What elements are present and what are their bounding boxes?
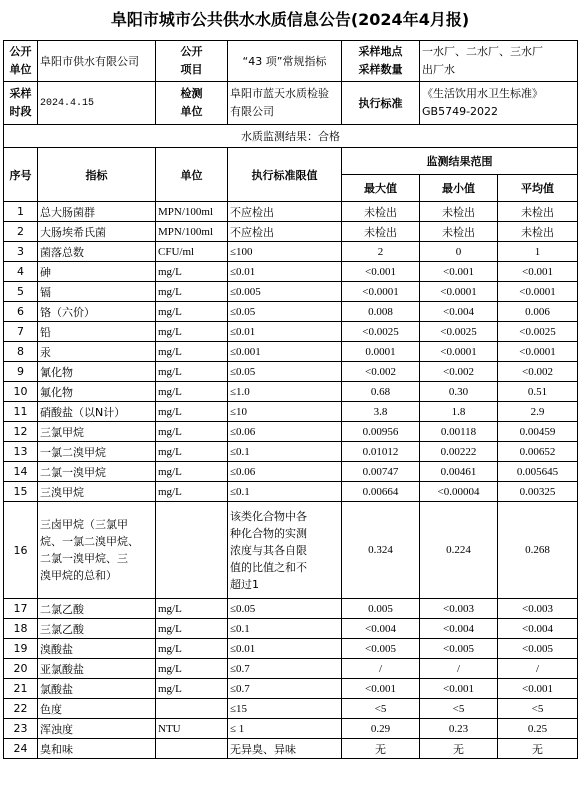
header-no: 序号 — [4, 148, 38, 202]
row-avg: 0.006 — [498, 302, 578, 322]
row-min: <5 — [420, 699, 498, 719]
row-max: / — [342, 659, 420, 679]
row-min: <0.0001 — [420, 282, 498, 302]
row-min: <0.001 — [420, 262, 498, 282]
table-row — [4, 302, 578, 322]
page-title: 阜阳市城市公共供水水质信息公告(2024年4月报) — [110, 10, 470, 29]
row-indicator: 臭和味 — [38, 739, 156, 759]
row-no: 9 — [4, 362, 38, 382]
header-indicator: 指标 — [38, 148, 156, 202]
table-row — [4, 442, 578, 462]
row-max: <5 — [342, 699, 420, 719]
row-min: <0.002 — [420, 362, 498, 382]
row-avg: 0.00325 — [498, 482, 578, 502]
row-min: 0.00118 — [420, 422, 498, 442]
row-no: 2 — [4, 222, 38, 242]
row-avg: 未检出 — [498, 222, 578, 242]
result-summary-row — [4, 125, 578, 148]
row-unit — [156, 699, 228, 719]
row-min: 未检出 — [420, 222, 498, 242]
row-indicator: 溴酸盐 — [38, 639, 156, 659]
row-avg: <0.0001 — [498, 342, 578, 362]
row-limit: ≤15 — [228, 699, 342, 719]
row-min: 0.224 — [420, 502, 498, 599]
row-indicator: 三氯乙酸 — [38, 619, 156, 639]
row-limit: ≤0.001 — [228, 342, 342, 362]
row-max: 0.00664 — [342, 482, 420, 502]
result-summary: 水质监测结果：合格 — [4, 125, 578, 148]
row-limit: ≤0.05 — [228, 302, 342, 322]
column-header-row-1 — [4, 148, 578, 175]
row-limit: 该类化合物中各 种化合物的实测 浓度与其各自限 值的比值之和不 超过1 — [228, 502, 342, 599]
table-row — [4, 222, 578, 242]
row-no: 7 — [4, 322, 38, 342]
row-unit: mg/L — [156, 262, 228, 282]
row-no: 16 — [4, 502, 38, 599]
info-row-2 — [4, 82, 578, 125]
sample-site-value: 一水厂、二水厂、三水厂 出厂水 — [420, 41, 578, 82]
row-unit: mg/L — [156, 482, 228, 502]
row-max: <0.005 — [342, 639, 420, 659]
row-unit: mg/L — [156, 282, 228, 302]
table-row — [4, 322, 578, 342]
row-no: 5 — [4, 282, 38, 302]
row-unit: mg/L — [156, 679, 228, 699]
row-no: 10 — [4, 382, 38, 402]
table-row — [4, 699, 578, 719]
row-indicator: 砷 — [38, 262, 156, 282]
row-avg: 0.00652 — [498, 442, 578, 462]
row-limit: 不应检出 — [228, 202, 342, 222]
row-max: <0.002 — [342, 362, 420, 382]
row-avg: <0.001 — [498, 262, 578, 282]
table-row — [4, 639, 578, 659]
row-no: 20 — [4, 659, 38, 679]
pub-item-label: 公开 项目 — [156, 41, 228, 82]
row-min: <0.005 — [420, 639, 498, 659]
header-min: 最小值 — [420, 175, 498, 202]
row-indicator: 亚氯酸盐 — [38, 659, 156, 679]
pub-unit-label: 公开 单位 — [4, 41, 38, 82]
row-avg: / — [498, 659, 578, 679]
row-max: 0.68 — [342, 382, 420, 402]
pub-item-value: “43 项”常规指标 — [228, 41, 342, 82]
table-row — [4, 482, 578, 502]
row-limit: ≤0.05 — [228, 362, 342, 382]
row-min: 0.00461 — [420, 462, 498, 482]
row-limit: ≤0.1 — [228, 482, 342, 502]
table-row — [4, 502, 578, 599]
row-min: / — [420, 659, 498, 679]
row-unit: mg/L — [156, 302, 228, 322]
row-max: 0.005 — [342, 599, 420, 619]
row-limit: 无异臭、异味 — [228, 739, 342, 759]
row-limit: ≤ 1 — [228, 719, 342, 739]
row-max: 2 — [342, 242, 420, 262]
row-min: <0.00004 — [420, 482, 498, 502]
row-max: 0.324 — [342, 502, 420, 599]
row-max: <0.004 — [342, 619, 420, 639]
test-unit-value: 阜阳市蓝天水质检验 有限公司 — [228, 82, 342, 125]
row-max: <0.001 — [342, 679, 420, 699]
table-row — [4, 422, 578, 442]
row-max: 0.0001 — [342, 342, 420, 362]
row-max: 0.29 — [342, 719, 420, 739]
row-min: 0.00222 — [420, 442, 498, 462]
table-row — [4, 282, 578, 302]
row-max: <0.001 — [342, 262, 420, 282]
row-unit: mg/L — [156, 382, 228, 402]
row-avg: <0.004 — [498, 619, 578, 639]
row-indicator: 浑浊度 — [38, 719, 156, 739]
test-unit-label: 检测 单位 — [156, 82, 228, 125]
row-avg: <0.0025 — [498, 322, 578, 342]
standard-value: 《生活饮用水卫生标准》 GB5749-2022 — [420, 82, 578, 125]
table-row — [4, 382, 578, 402]
row-min: 1.8 — [420, 402, 498, 422]
table-row — [4, 362, 578, 382]
row-limit: ≤0.01 — [228, 322, 342, 342]
row-no: 1 — [4, 202, 38, 222]
row-min: 0.23 — [420, 719, 498, 739]
row-limit: ≤0.01 — [228, 639, 342, 659]
row-no: 8 — [4, 342, 38, 362]
row-indicator: 色度 — [38, 699, 156, 719]
table-row — [4, 719, 578, 739]
row-indicator: 铬（六价） — [38, 302, 156, 322]
row-no: 13 — [4, 442, 38, 462]
row-unit: mg/L — [156, 619, 228, 639]
row-no: 17 — [4, 599, 38, 619]
row-no: 23 — [4, 719, 38, 739]
row-indicator: 二氯乙酸 — [38, 599, 156, 619]
row-avg: <5 — [498, 699, 578, 719]
row-unit: NTU — [156, 719, 228, 739]
row-unit: mg/L — [156, 442, 228, 462]
row-limit: ≤0.06 — [228, 462, 342, 482]
header-max: 最大值 — [342, 175, 420, 202]
row-avg: 0.51 — [498, 382, 578, 402]
row-min: <0.004 — [420, 619, 498, 639]
row-unit: mg/L — [156, 402, 228, 422]
row-min: 0.30 — [420, 382, 498, 402]
header-limit: 执行标准限值 — [228, 148, 342, 202]
row-min: <0.003 — [420, 599, 498, 619]
row-max: <0.0025 — [342, 322, 420, 342]
row-limit: ≤1.0 — [228, 382, 342, 402]
row-min: <0.001 — [420, 679, 498, 699]
row-limit: ≤100 — [228, 242, 342, 262]
row-limit: ≤0.1 — [228, 619, 342, 639]
row-max: 0.008 — [342, 302, 420, 322]
row-no: 3 — [4, 242, 38, 262]
table-row — [4, 659, 578, 679]
row-indicator: 总大肠菌群 — [38, 202, 156, 222]
pub-unit-value: 阜阳市供水有限公司 — [38, 41, 156, 82]
header-avg: 平均值 — [498, 175, 578, 202]
sample-time-label: 采样 时段 — [4, 82, 38, 125]
row-indicator: 二氯一溴甲烷 — [38, 462, 156, 482]
row-avg: <0.001 — [498, 679, 578, 699]
row-max: 未检出 — [342, 222, 420, 242]
row-limit: ≤0.1 — [228, 442, 342, 462]
row-avg: 未检出 — [498, 202, 578, 222]
row-indicator: 三溴甲烷 — [38, 482, 156, 502]
row-indicator: 铅 — [38, 322, 156, 342]
row-limit: ≤0.05 — [228, 599, 342, 619]
row-unit: mg/L — [156, 342, 228, 362]
row-unit: mg/L — [156, 659, 228, 679]
row-no: 6 — [4, 302, 38, 322]
row-indicator: 硝酸盐（以N计） — [38, 402, 156, 422]
table-row — [4, 462, 578, 482]
row-indicator: 氟化物 — [38, 382, 156, 402]
sample-site-label: 采样地点 采样数量 — [342, 41, 420, 82]
row-min: 无 — [420, 739, 498, 759]
row-no: 14 — [4, 462, 38, 482]
row-max: 0.00956 — [342, 422, 420, 442]
row-min: <0.004 — [420, 302, 498, 322]
row-unit: mg/L — [156, 639, 228, 659]
row-no: 19 — [4, 639, 38, 659]
standard-label: 执行标准 — [342, 82, 420, 125]
table-row — [4, 402, 578, 422]
row-no: 12 — [4, 422, 38, 442]
row-avg: 0.268 — [498, 502, 578, 599]
row-avg: <0.003 — [498, 599, 578, 619]
row-no: 21 — [4, 679, 38, 699]
row-no: 24 — [4, 739, 38, 759]
row-indicator: 汞 — [38, 342, 156, 362]
row-indicator: 氰化物 — [38, 362, 156, 382]
table-row — [4, 202, 578, 222]
row-indicator: 氯酸盐 — [38, 679, 156, 699]
row-limit: ≤10 — [228, 402, 342, 422]
info-row-1 — [4, 41, 578, 82]
table-row — [4, 739, 578, 759]
row-min: 未检出 — [420, 202, 498, 222]
row-avg: 0.25 — [498, 719, 578, 739]
row-max: 0.00747 — [342, 462, 420, 482]
row-unit — [156, 502, 228, 599]
sample-time-value: 2024.4.15 — [38, 82, 156, 125]
header-unit: 单位 — [156, 148, 228, 202]
row-limit: ≤0.7 — [228, 659, 342, 679]
row-avg: <0.005 — [498, 639, 578, 659]
row-avg: <0.0001 — [498, 282, 578, 302]
table-row — [4, 242, 578, 262]
row-avg: 0.00459 — [498, 422, 578, 442]
row-unit: MPN/100ml — [156, 202, 228, 222]
row-no: 18 — [4, 619, 38, 639]
row-avg: 2.9 — [498, 402, 578, 422]
header-range: 监测结果范围 — [342, 148, 578, 175]
table-row — [4, 262, 578, 282]
row-unit: mg/L — [156, 462, 228, 482]
row-max: 未检出 — [342, 202, 420, 222]
row-no: 4 — [4, 262, 38, 282]
row-max: 3.8 — [342, 402, 420, 422]
row-unit: mg/L — [156, 422, 228, 442]
row-limit: ≤0.005 — [228, 282, 342, 302]
row-unit: mg/L — [156, 362, 228, 382]
row-indicator: 大肠埃希氏菌 — [38, 222, 156, 242]
row-min: 0 — [420, 242, 498, 262]
row-no: 11 — [4, 402, 38, 422]
row-indicator: 菌落总数 — [38, 242, 156, 262]
row-limit: ≤0.01 — [228, 262, 342, 282]
row-indicator: 三氯甲烷 — [38, 422, 156, 442]
row-max: 无 — [342, 739, 420, 759]
row-avg: 0.005645 — [498, 462, 578, 482]
row-avg: <0.002 — [498, 362, 578, 382]
row-unit: mg/L — [156, 599, 228, 619]
table-row — [4, 599, 578, 619]
water-quality-table — [3, 40, 578, 759]
row-unit: CFU/ml — [156, 242, 228, 262]
row-unit — [156, 739, 228, 759]
row-min: <0.0001 — [420, 342, 498, 362]
row-no: 15 — [4, 482, 38, 502]
row-max: <0.0001 — [342, 282, 420, 302]
row-indicator: 三卤甲烷（三氯甲 烷、一氯二溴甲烷、 二氯一溴甲烷、三 溴甲烷的总和） — [38, 502, 156, 599]
row-indicator: 一氯二溴甲烷 — [38, 442, 156, 462]
table-row — [4, 679, 578, 699]
row-unit: MPN/100ml — [156, 222, 228, 242]
row-min: <0.0025 — [420, 322, 498, 342]
row-limit: 不应检出 — [228, 222, 342, 242]
row-limit: ≤0.7 — [228, 679, 342, 699]
row-indicator: 镉 — [38, 282, 156, 302]
row-avg: 1 — [498, 242, 578, 262]
row-unit: mg/L — [156, 322, 228, 342]
row-avg: 无 — [498, 739, 578, 759]
row-max: 0.01012 — [342, 442, 420, 462]
row-no: 22 — [4, 699, 38, 719]
table-row — [4, 619, 578, 639]
row-limit: ≤0.06 — [228, 422, 342, 442]
table-row — [4, 342, 578, 362]
